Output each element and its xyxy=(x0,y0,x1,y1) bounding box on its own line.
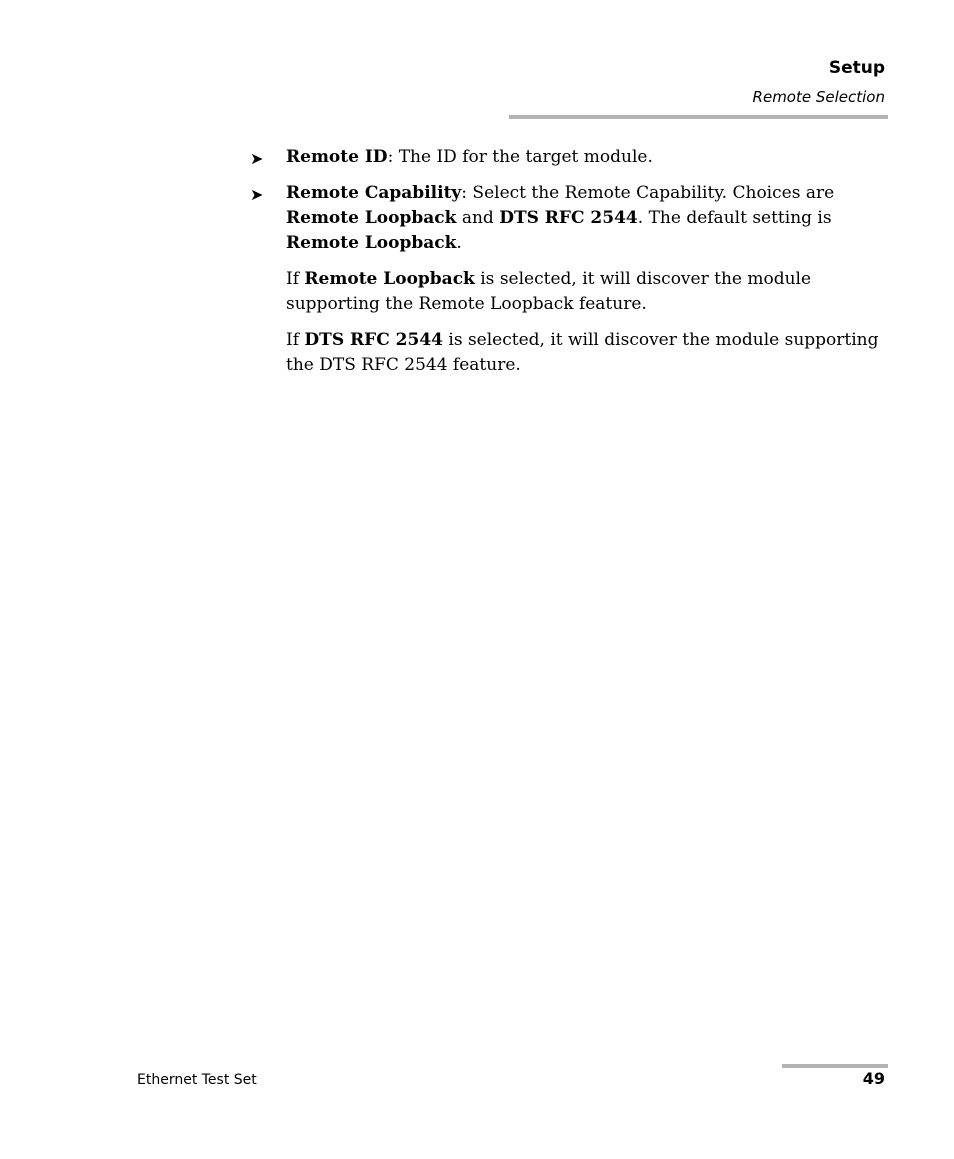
paragraph-lead: If xyxy=(286,330,305,350)
paragraph-lead: If xyxy=(286,269,305,289)
bullet-text: : Select the Remote Capability. Choices are xyxy=(461,183,835,203)
body-content xyxy=(250,145,890,389)
bullet-text: . The default setting is xyxy=(637,208,832,228)
running-header-subtitle: Remote Selection xyxy=(752,88,885,106)
bullet-term: Remote ID xyxy=(286,147,388,167)
page-number: 49 xyxy=(862,1069,885,1088)
bullet-term: Remote Capability xyxy=(286,183,462,203)
choice-remote-loopback: Remote Loopback xyxy=(286,208,457,228)
paragraph-dts-rfc-2544 xyxy=(286,328,890,378)
choice-dts-rfc-2544: DTS RFC 2544 xyxy=(499,208,638,228)
paragraph-term: DTS RFC 2544 xyxy=(304,330,443,350)
paragraph-text: is selected, it will discover the module supporting the DTS RFC 2544 feature. xyxy=(286,330,879,375)
arrow-bullet-icon: ➤ xyxy=(250,149,264,168)
bullet-text: and xyxy=(456,208,500,228)
paragraph-text: is selected, it will discover the module supporting the Remote Loopback feature. xyxy=(286,269,812,314)
bullet-remote-capability xyxy=(250,181,890,256)
footer-divider xyxy=(782,1064,888,1068)
running-header-title: Setup xyxy=(828,58,885,78)
paragraph-term: Remote Loopback xyxy=(304,269,475,289)
bullet-text: : The ID for the target module. xyxy=(387,147,653,167)
arrow-bullet-icon: ➤ xyxy=(250,185,264,204)
default-setting: Remote Loopback xyxy=(286,233,457,253)
bullet-remote-id xyxy=(250,145,890,170)
header-divider xyxy=(509,115,888,119)
footer-document-title: Ethernet Test Set xyxy=(137,1072,257,1088)
paragraph-remote-loopback xyxy=(286,267,890,317)
bullet-text: . xyxy=(456,233,462,253)
